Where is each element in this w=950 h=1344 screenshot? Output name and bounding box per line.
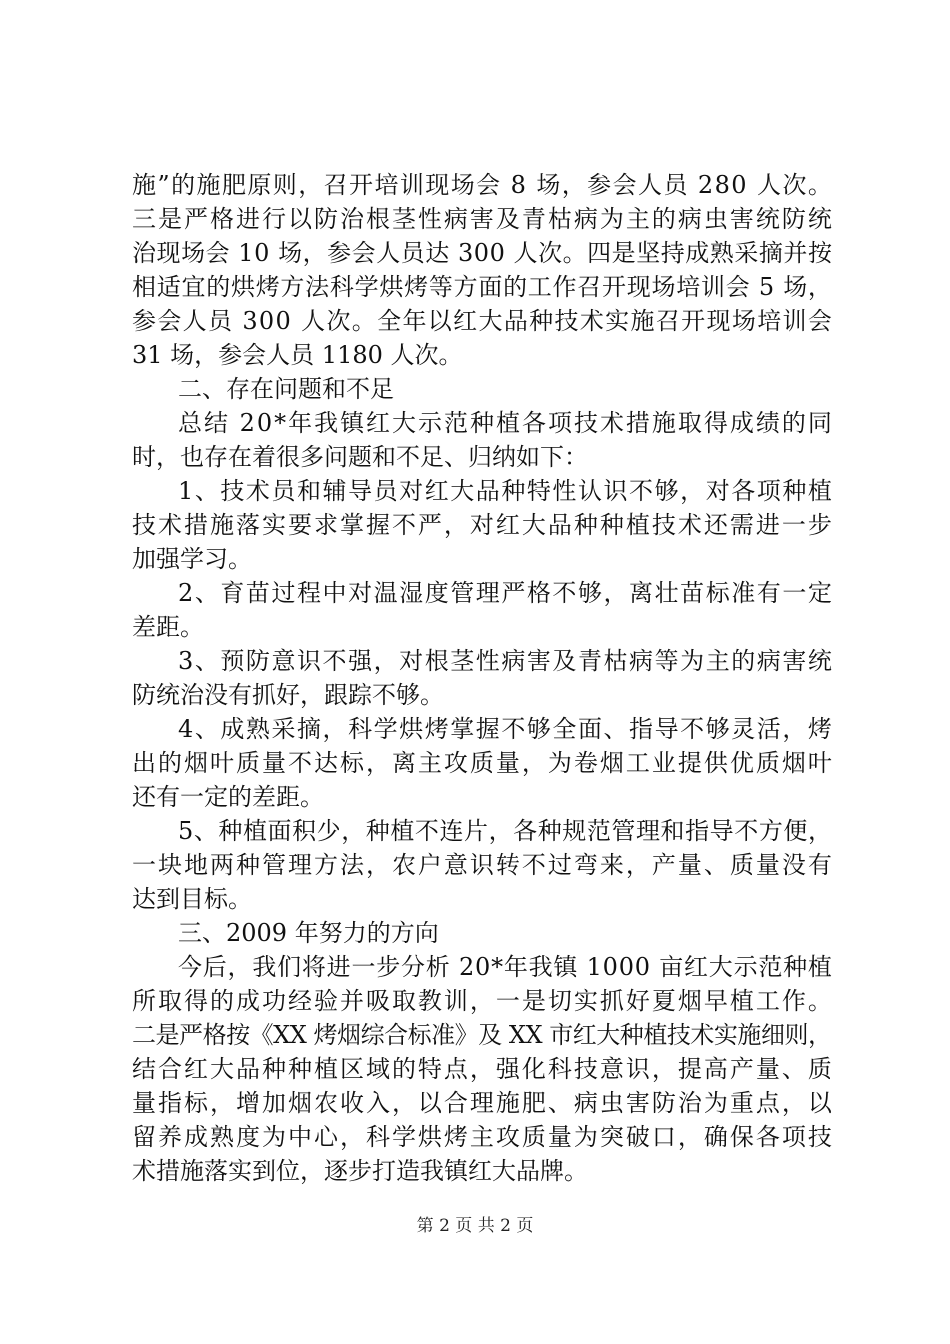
text-line: 还有一定的差距。: [132, 783, 324, 811]
text-line: 加强学习。: [132, 545, 252, 573]
list-item-line: 3、预防意识不强，对根茎性病害及青枯病等为主的病害统: [178, 647, 834, 675]
section-heading: 三、2009 年努力的方向: [178, 919, 439, 947]
list-item-line: 4、成熟采摘，科学烘烤掌握不够全面、指导不够灵活，烤: [178, 715, 834, 743]
list-item-line: 1、技术员和辅导员对红大品种特性认识不够，对各项种植: [178, 477, 834, 505]
text-line: 治现场会 10 场，参会人员达 300 人次。四是坚持成熟采摘并按: [132, 239, 833, 267]
text-line: 留养成熟度为中心，科学烘烤主攻质量为突破口，确保各项技: [132, 1123, 834, 1151]
text-line: 时，也存在着很多问题和不足、归纳如下：: [132, 443, 588, 471]
text-line: 结合红大品种种植区域的特点，强化科技意识，提高产量、质: [132, 1055, 834, 1083]
text-line: 所取得的成功经验并吸取教训，一是切实抓好夏烟早植工作。: [132, 987, 834, 1015]
text-line: 施”的施肥原则，召开培训现场会 8 场，参会人员 280 人次。: [132, 171, 834, 199]
text-line: 总结 20*年我镇红大示范种植各项技术措施取得成绩的同: [178, 409, 834, 437]
text-line: 术措施落实到位，逐步打造我镇红大品牌。: [132, 1157, 588, 1185]
text-line: 技术措施落实要求掌握不严，对红大品种种植技术还需进一步: [132, 511, 834, 539]
section-heading: 二、存在问题和不足: [178, 375, 394, 403]
text-line: 差距。: [132, 613, 204, 641]
text-line: 达到目标。: [132, 885, 252, 913]
text-line: 出的烟叶质量不达标，离主攻质量，为卷烟工业提供优质烟叶: [132, 749, 834, 777]
document-body: [132, 168, 832, 1188]
text-line: 一块地两种管理方法，农户意识转不过弯来，产量、质量没有: [132, 851, 834, 879]
list-item-line: 2、育苗过程中对温湿度管理严格不够，离壮苗标准有一定: [178, 579, 834, 607]
text-line: 量指标，增加烟农收入，以合理施肥、病虫害防治为重点，以: [132, 1089, 834, 1117]
text-line: 参会人员 300 人次。全年以红大品种技术实施召开现场培训会: [132, 307, 834, 335]
list-item-line: 5、种植面积少，种植不连片，各种规范管理和指导不方便，: [178, 817, 833, 845]
text-line: 今后，我们将进一步分析 20*年我镇 1000 亩红大示范种植: [178, 953, 833, 981]
page-footer: 第 2 页 共 2 页: [416, 1216, 534, 1236]
text-line: 相适宜的烘烤方法科学烘烤等方面的工作召开现场培训会 5 场，: [132, 273, 833, 301]
text-line: 31 场，参会人员 1180 人次。: [132, 341, 463, 369]
text-line: 防统治没有抓好，跟踪不够。: [132, 681, 444, 709]
text-line: 三是严格进行以防治根茎性病害及青枯病为主的病虫害统防统: [132, 205, 834, 233]
text-line: 二是严格按《XX 烤烟综合标准》及 XX 市红大种植技术实施细则，: [132, 1021, 832, 1049]
